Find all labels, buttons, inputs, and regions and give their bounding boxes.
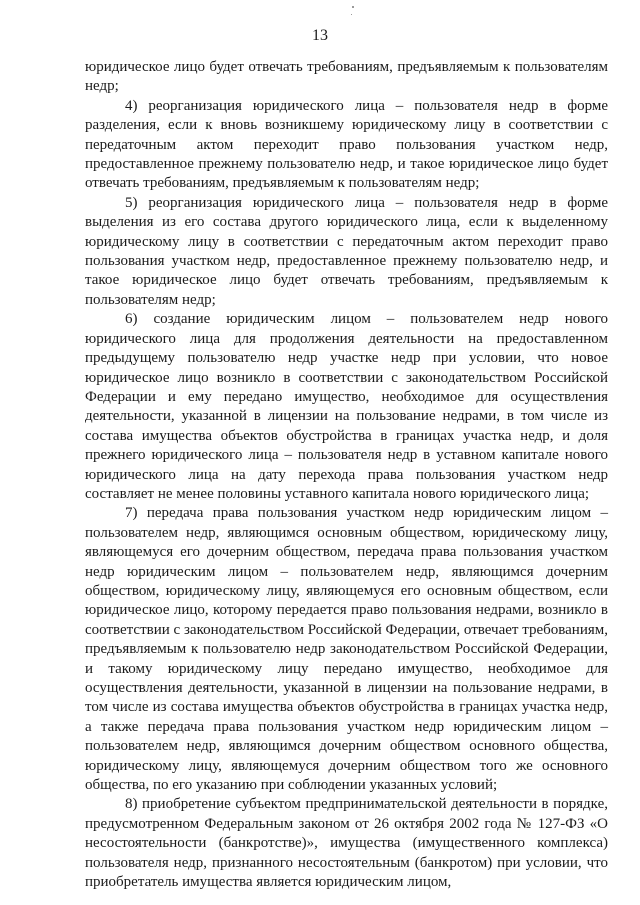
scan-speck <box>352 6 354 8</box>
scan-speck <box>351 14 352 15</box>
paragraph-item-5: 5) реорганизация юридического лица – пользователя недр в форме выделения из его состава другого юридического лица, если к выделенному юридическому лицу в соответствии с передаточным актом переходит право пользования участком недр, предоставленное прежнему пользователю недр, и такое юридическое лицо будет отвечать требованиям, предъявляемым к пользователям недр; <box>85 194 608 308</box>
page-number: 13 <box>312 27 328 44</box>
document-body <box>85 58 608 892</box>
paragraph-item-4: 4) реорганизация юридического лица – пользователя недр в форме разделения, если к вновь возникшему юридическому лицу в соответствии с передаточным актом переходит право пользования участком недр, предоставленное прежнему пользователю недр, и такое юридическое лицо будет отвечать требованиям, предъявляемым к пользователям недр; <box>85 97 608 192</box>
paragraph-continuation: юридическое лицо будет отвечать требованиям, предъявляемым к пользователям недр; <box>85 59 608 95</box>
paragraph-item-8: 8) приобретение субъектом предпринимательской деятельности в порядке, предусмотренном Федеральным законом от 26 октября 2002 года № 127-ФЗ «О несостоятельности (банкротстве)», имущества (имущественного комплекса) пользователя недр, признанного несостоятельным (банкротом) при условии, что приобретатель имущества является юридическим лицом, <box>85 796 608 891</box>
paragraph-item-6: 6) создание юридическим лицом – пользователем недр нового юридического лица для продолжения деятельности на предоставленном предыдущему пользователю недр участке недр при условии, что новое юридическое лицо возникло в соответствии с законодательством Российской Федерации и ему передано имущество, необходимое для осуществления деятельности, указанной в лицензии на пользование недрами, в том числе из состава имущества объектов обустройства в границах участка недр, и доля прежнего юридического лица – пользователя недр в уставном капитале нового юридического лица на дату перехода права пользования участком недр составляет не менее половины уставного капитала нового юридического лица; <box>85 311 608 502</box>
paragraph-item-7: 7) передача права пользования участком недр юридическим лицом – пользователем недр, являющимся основным обществом, юридическому лицу, являющемуся его дочерним обществом, передача права пользования участком недр юридическим лицом – пользователем недр, являющимся дочерним обществом, юридическому лицу, являющемуся его основным обществом, если юридическое лицо, которому передается право пользования недрами, возникло в соответствии с законодательством Российской Федерации, отвечает требованиям, предъявляемым к пользователю недр законодательством Российской Федерации, и такому юридическому лицу передано имущество, необходимое для осуществления деятельности, указанной в лицензии на пользование недрами, в том числе из состава имущества объектов обустройства в границах участка недр, а также передача права пользования участком недр юридическим лицом – пользователем недр, являющимся дочерним обществом основного общества, юридическому лицу, являющемуся дочерним обществом того же основного общества, по его указанию при соблюдении указанных условий; <box>85 505 608 794</box>
